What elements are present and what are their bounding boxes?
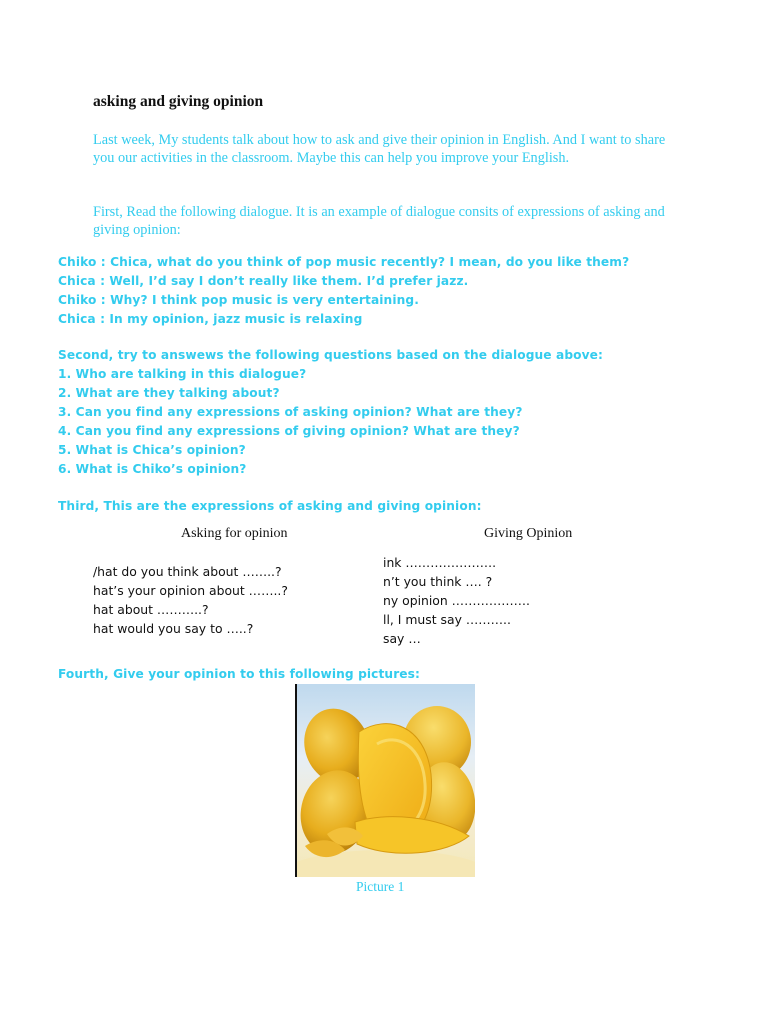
picture-caption: Picture 1 <box>356 879 405 894</box>
giving-expression: n’t you think …. ? <box>383 574 493 589</box>
dialogue-line: Chica : Well, I’d say I don’t really like them. I’d prefer jazz. <box>58 274 469 288</box>
page-title: asking and giving opinion <box>93 93 264 110</box>
asking-expressions <box>93 560 353 644</box>
asking-heading: Asking for opinion <box>181 526 288 541</box>
question-item: 3. Can you find any expressions of asking opinion? What are they? <box>58 405 523 419</box>
first-instruction: First, Read the following dialogue. It is an example of dialogue consits of expressions of asking and giving opinion: <box>93 204 665 238</box>
intro-paragraph: Last week, My students talk about how to ask and give their opinion in English. And I want to share you our activities in the classroom. Maybe this can help you improve your English. <box>93 132 666 166</box>
fourth-instruction: Fourth, Give your opinion to this following pictures: <box>58 667 421 681</box>
second-instruction: Second, try to answews the following questions based on the dialogue above: <box>58 348 604 362</box>
giving-heading: Giving Opinion <box>484 526 573 541</box>
dialogue-line: Chica : In my opinion, jazz music is relaxing <box>58 312 363 326</box>
giving-expression: say … <box>383 631 421 646</box>
asking-expression: hat’s your opinion about ……..? <box>93 583 288 598</box>
mango-picture <box>295 684 475 877</box>
asking-expression: hat would you say to …..? <box>93 621 254 636</box>
third-instruction: Third, This are the expressions of asking and giving opinion: <box>58 499 482 513</box>
question-item: 2. What are they talking about? <box>58 386 280 400</box>
dialogue-line: Chiko : Why? I think pop music is very entertaining. <box>58 293 419 307</box>
dialogue-line: Chiko : Chica, what do you think of pop music recently? I mean, do you like them? <box>58 255 630 269</box>
giving-expressions <box>383 553 583 649</box>
question-item: 6. What is Chiko’s opinion? <box>58 462 247 476</box>
question-item: 4. Can you find any expressions of giving opinion? What are they? <box>58 424 520 438</box>
mango-illustration <box>297 684 475 877</box>
question-item: 5. What is Chica’s opinion? <box>58 443 246 457</box>
asking-expression: /hat do you think about ……..? <box>93 564 282 579</box>
asking-expression: hat about ………..? <box>93 602 209 617</box>
question-item: 1. Who are talking in this dialogue? <box>58 367 307 381</box>
giving-expression: ll, I must say ……….. <box>383 612 511 627</box>
giving-expression: ink …………………. <box>383 555 497 570</box>
giving-expression: ny opinion ………………. <box>383 593 530 608</box>
